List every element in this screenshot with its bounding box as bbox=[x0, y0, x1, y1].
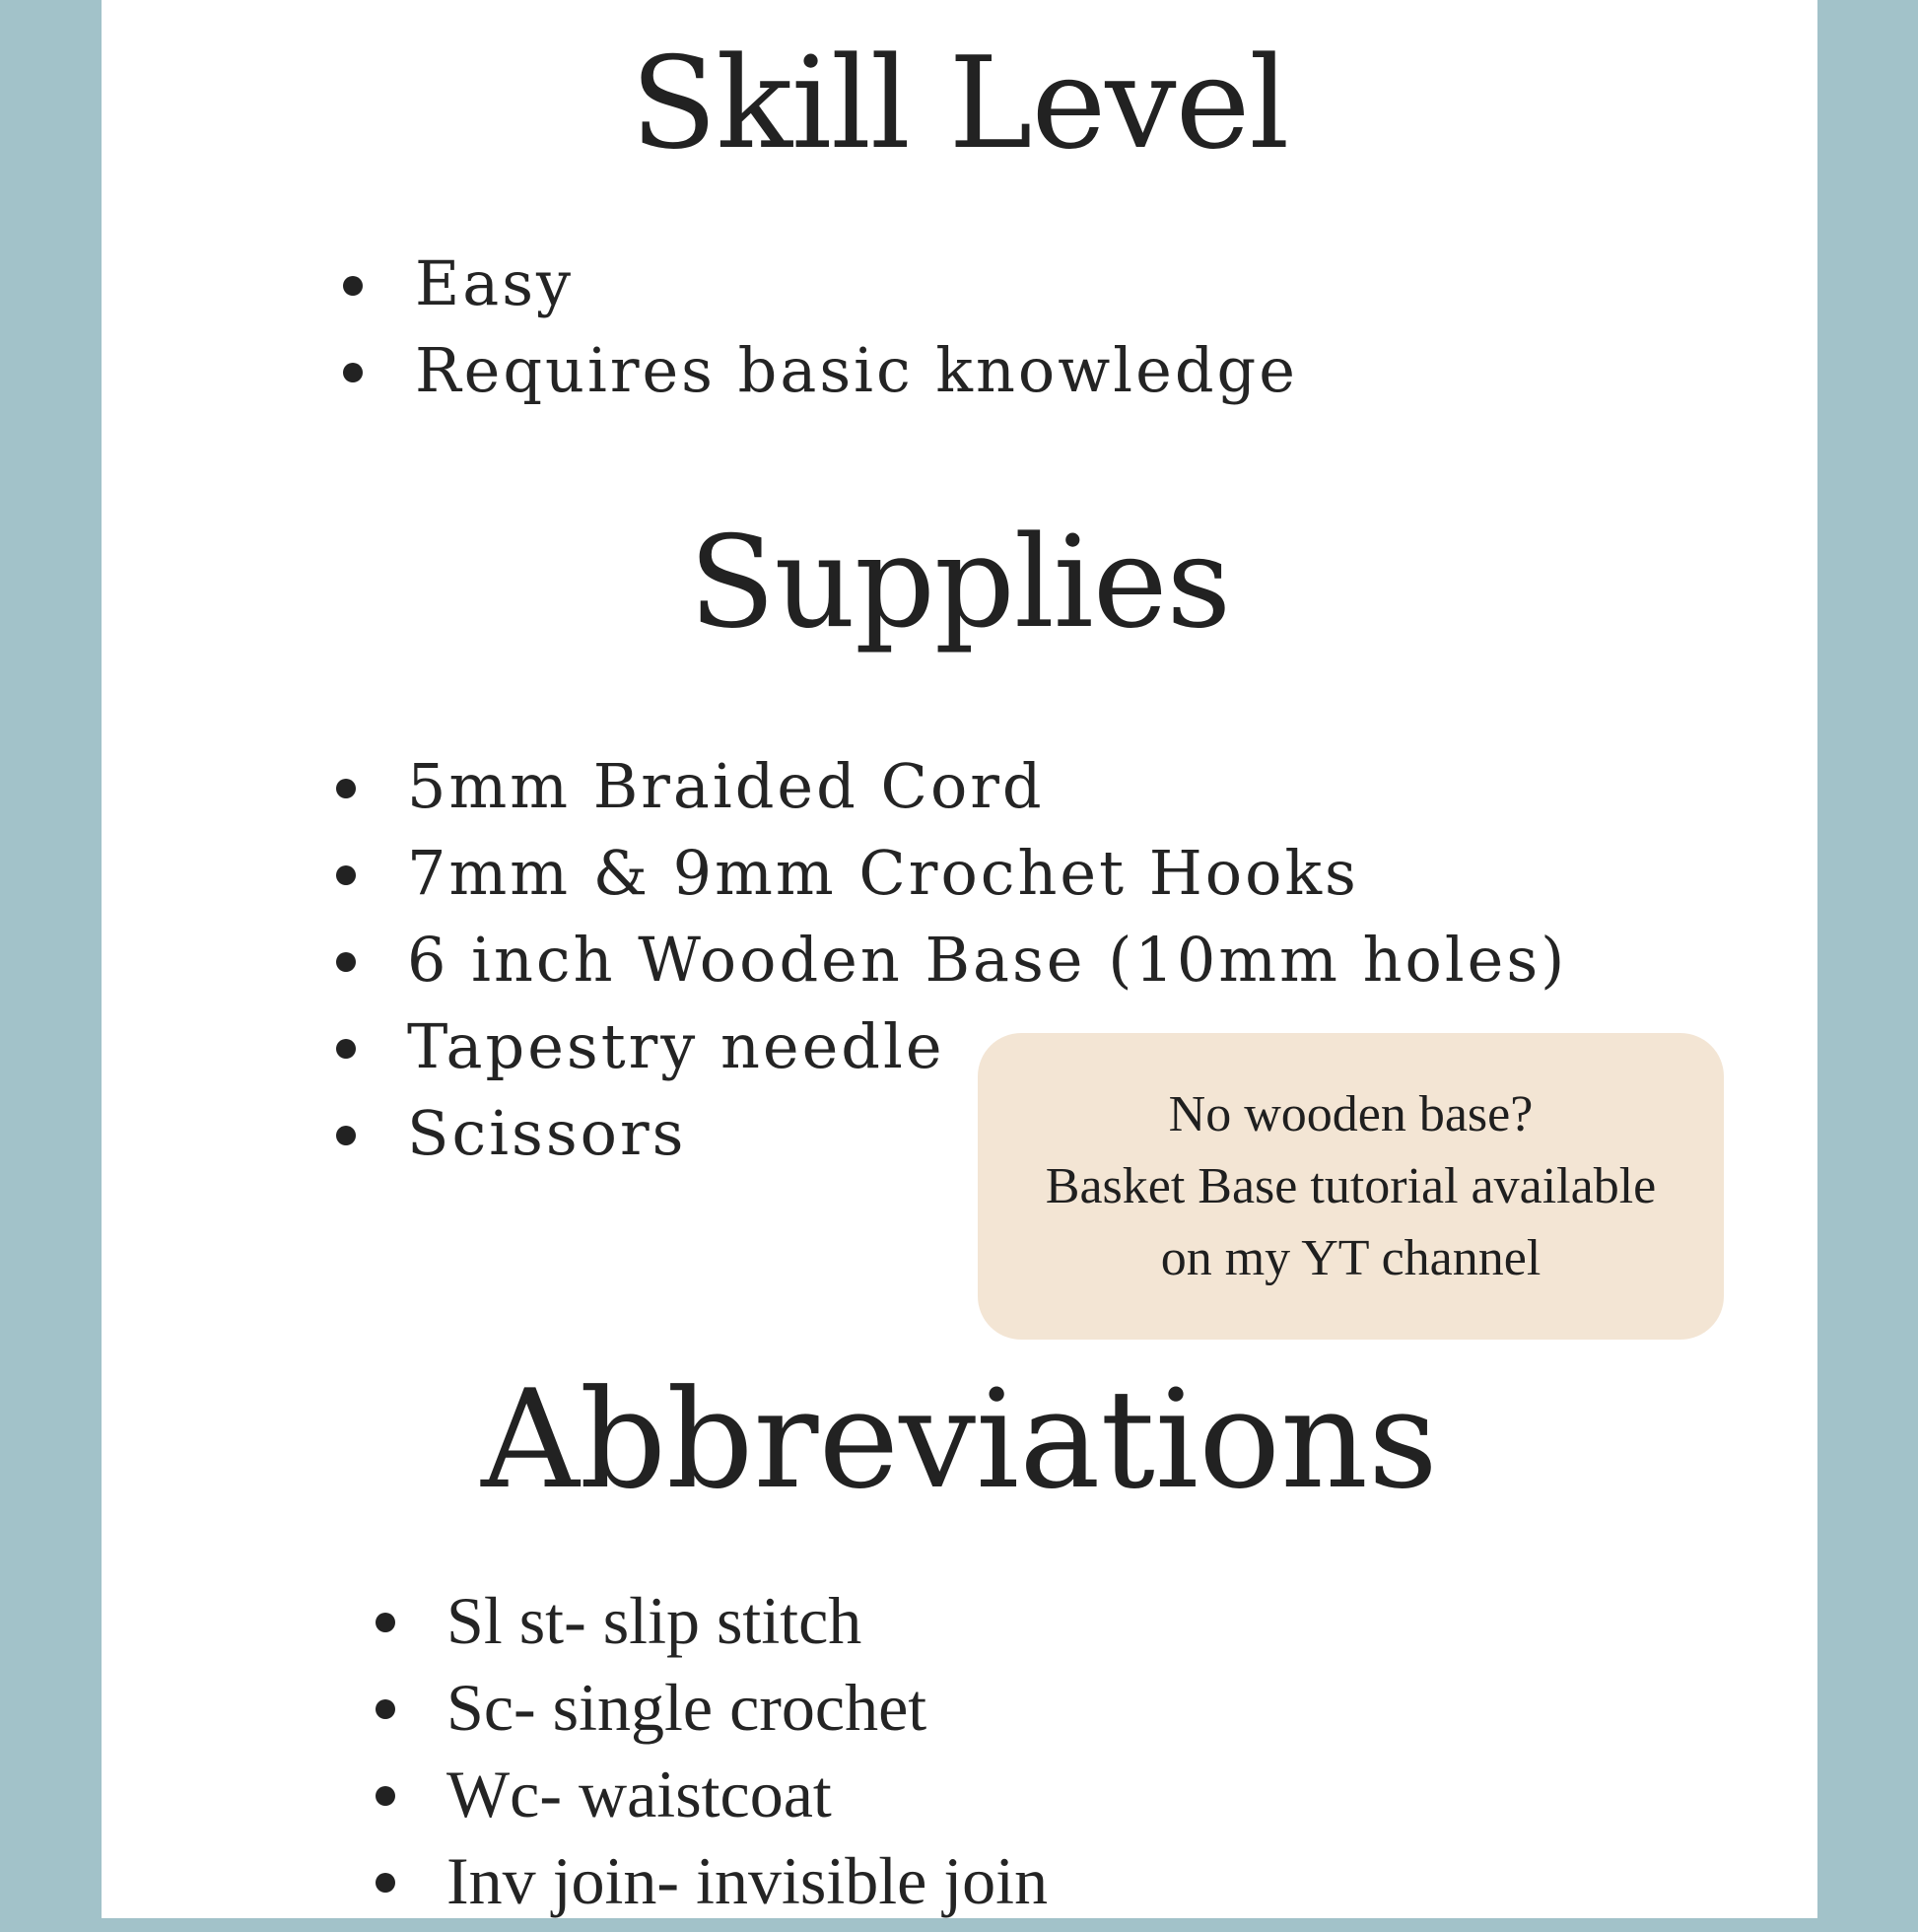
skill-item-text: Easy bbox=[415, 247, 575, 319]
bullet-icon bbox=[376, 1613, 395, 1632]
note-line: Basket Base tutorial available bbox=[1045, 1158, 1657, 1214]
list-item bbox=[446, 1759, 1048, 1845]
wooden-base-note bbox=[978, 1033, 1724, 1340]
abbreviations-list bbox=[446, 1585, 1048, 1932]
list-item bbox=[407, 838, 1567, 925]
supply-item-text: 5mm Braided Cord bbox=[407, 750, 1045, 822]
note-line: on my YT channel bbox=[1160, 1230, 1541, 1286]
abbreviations-heading: Abbreviations bbox=[481, 1360, 1438, 1519]
supply-item-text: 6 inch Wooden Base (10mm holes) bbox=[407, 924, 1568, 996]
list-item bbox=[415, 248, 1298, 335]
list-item bbox=[407, 751, 1567, 838]
skill-level-list bbox=[415, 248, 1298, 422]
bullet-icon bbox=[376, 1786, 395, 1806]
supply-item-text: Tapestry needle bbox=[407, 1010, 945, 1082]
abbreviation-item-text: Wc- waistcoat bbox=[446, 1757, 832, 1831]
abbreviation-item-text: Inv join- invisible join bbox=[446, 1843, 1049, 1918]
skill-level-heading: Skill Level bbox=[630, 31, 1289, 177]
bullet-icon bbox=[336, 779, 356, 798]
list-item bbox=[446, 1845, 1048, 1932]
supply-item-text: 7mm & 9mm Crochet Hooks bbox=[407, 837, 1359, 909]
note-line: No wooden base? bbox=[1168, 1086, 1534, 1142]
abbreviation-item-text: Sc- single crochet bbox=[446, 1670, 927, 1745]
bullet-icon bbox=[376, 1699, 395, 1719]
bullet-icon bbox=[336, 865, 356, 885]
supplies-heading: Supplies bbox=[688, 510, 1231, 656]
list-item bbox=[446, 1672, 1048, 1759]
bullet-icon bbox=[336, 952, 356, 972]
supply-item-text: Scissors bbox=[407, 1097, 687, 1169]
list-item bbox=[407, 925, 1567, 1011]
list-item bbox=[415, 335, 1298, 422]
bullet-icon bbox=[343, 363, 363, 382]
pattern-page bbox=[102, 0, 1817, 1918]
bullet-icon bbox=[376, 1873, 395, 1893]
bullet-icon bbox=[336, 1126, 356, 1145]
skill-item-text: Requires basic knowledge bbox=[415, 334, 1298, 406]
abbreviation-item-text: Sl st- slip stitch bbox=[446, 1583, 862, 1658]
bullet-icon bbox=[343, 276, 363, 296]
list-item bbox=[446, 1585, 1048, 1672]
bullet-icon bbox=[336, 1039, 356, 1059]
